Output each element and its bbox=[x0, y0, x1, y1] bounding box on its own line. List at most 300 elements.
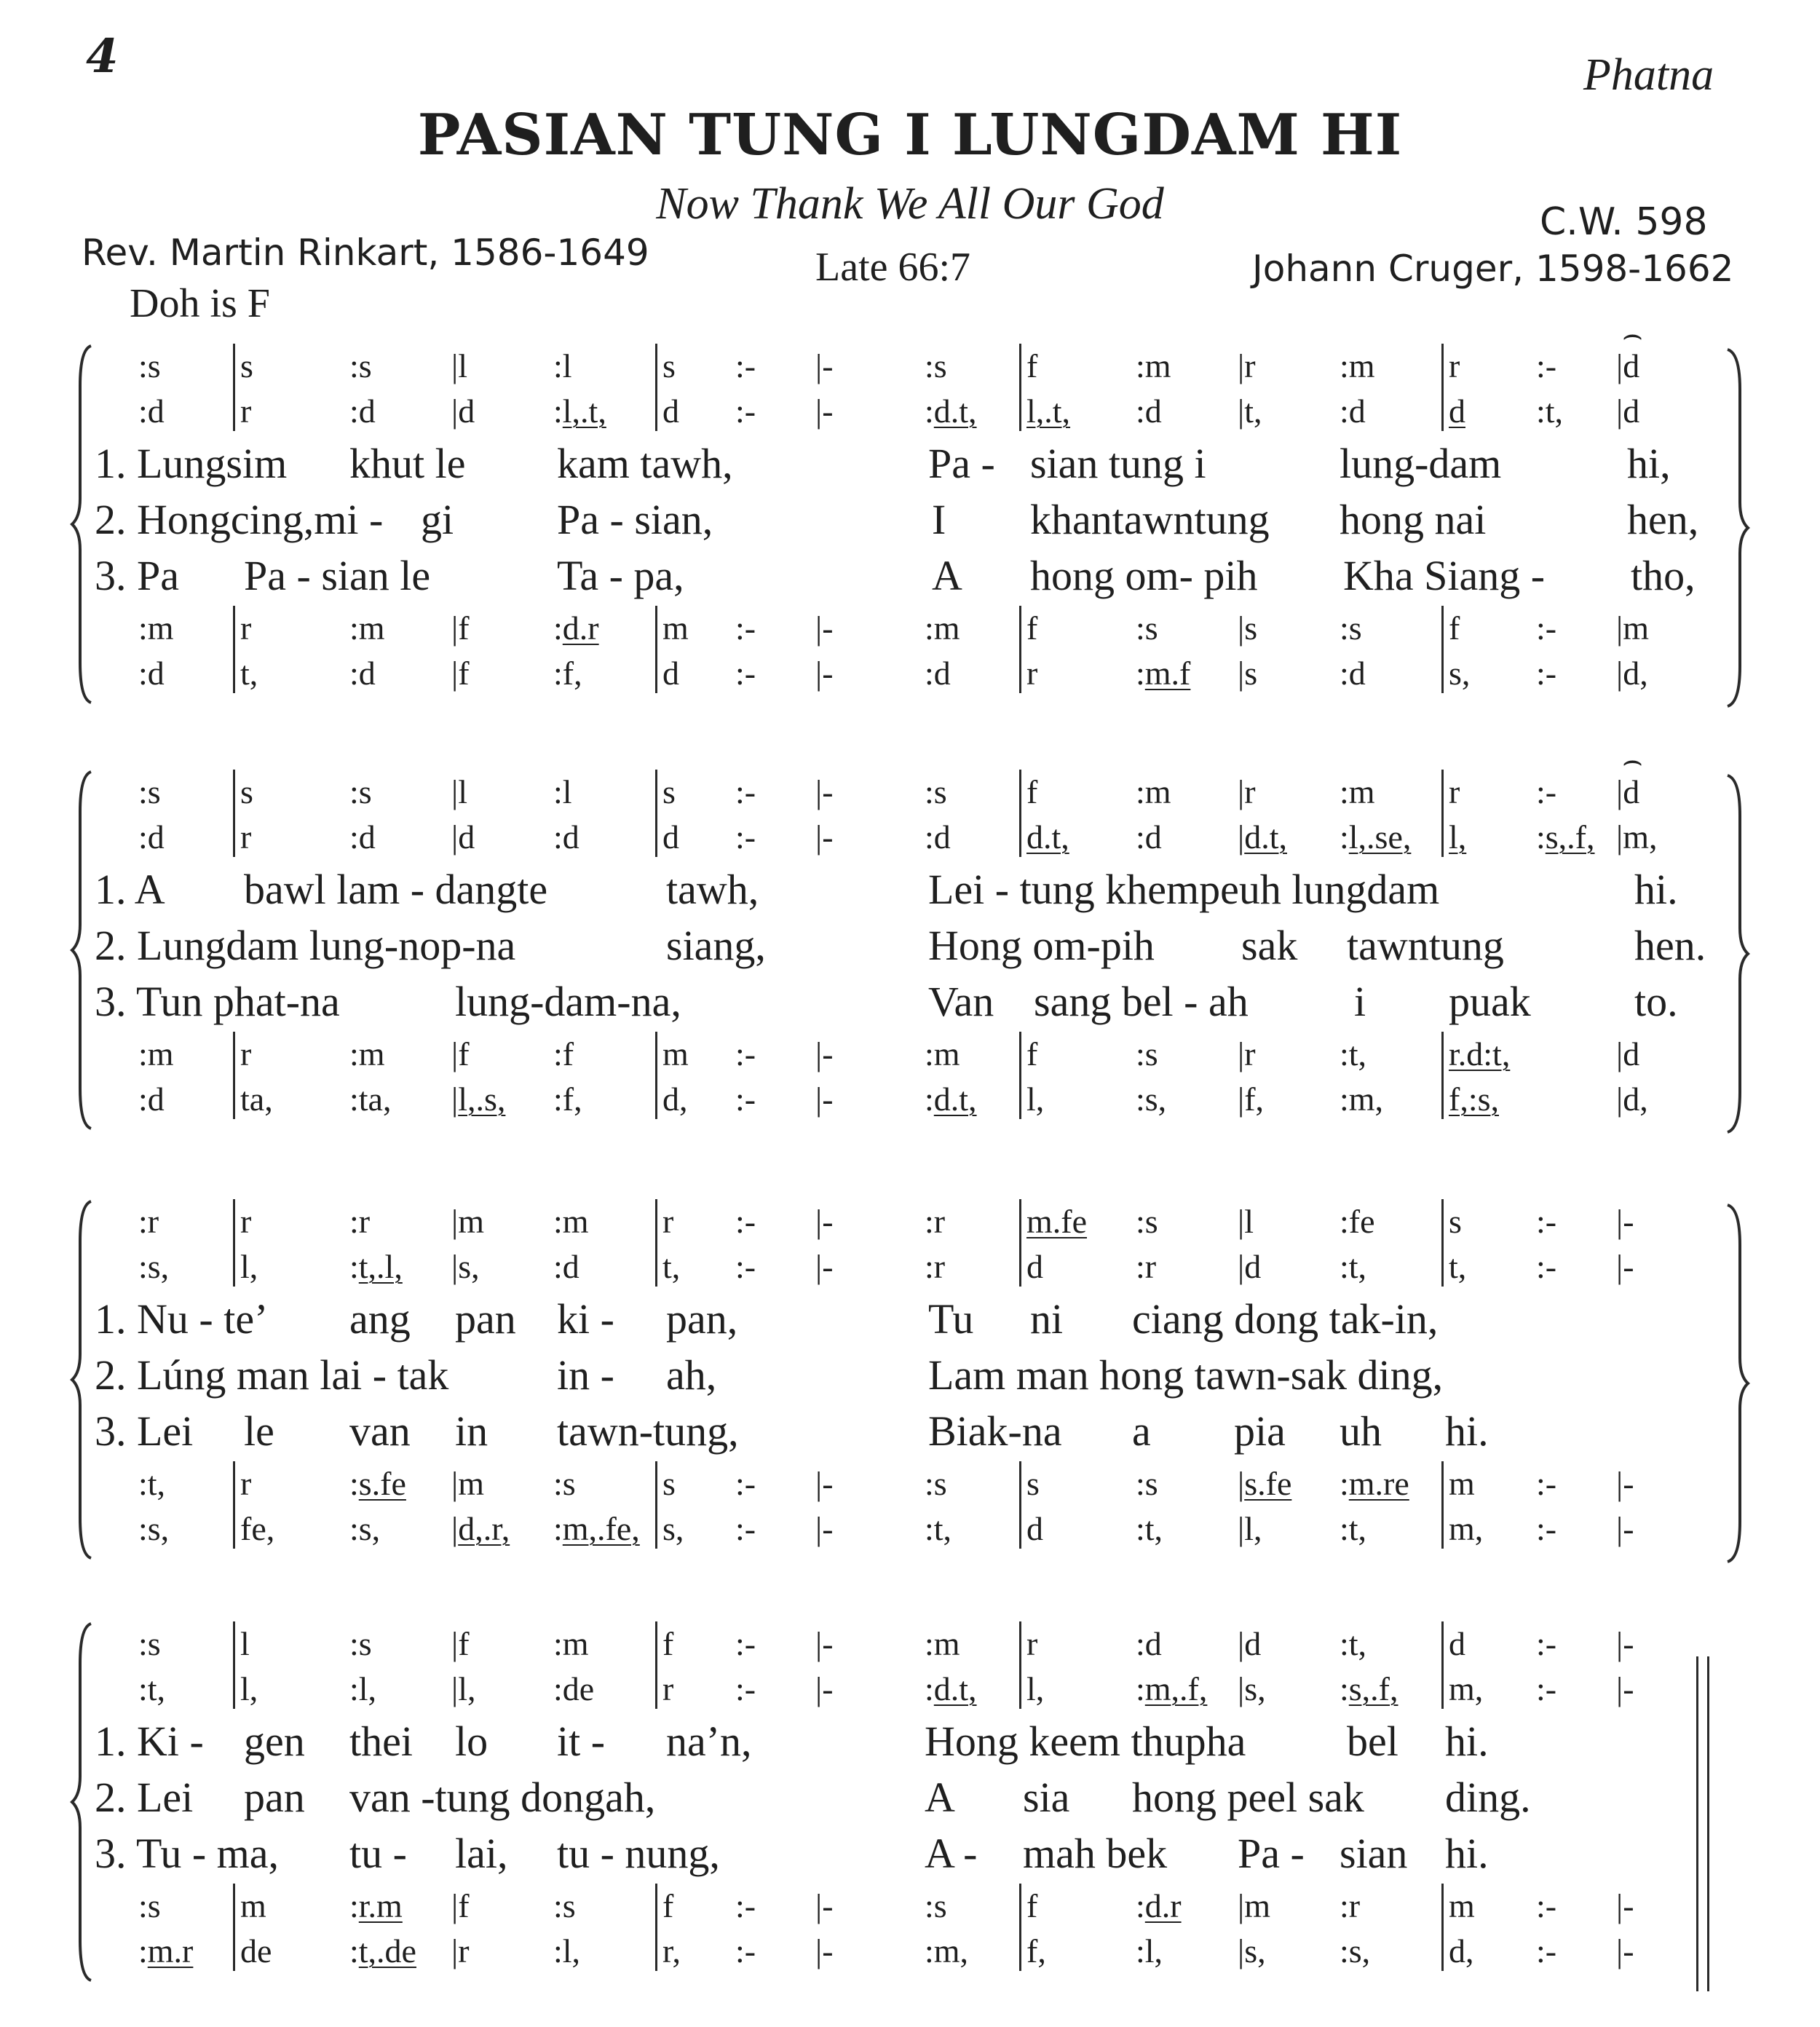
barline bbox=[233, 1621, 235, 1709]
bass-note: :d bbox=[925, 655, 951, 692]
bass-note: :d bbox=[1340, 655, 1366, 692]
alto-note: r bbox=[240, 818, 252, 856]
barline bbox=[1441, 1199, 1444, 1287]
soprano-note: :s bbox=[925, 347, 947, 384]
tenor-note: :t, bbox=[1340, 1035, 1367, 1072]
bass-note: |d, bbox=[1616, 655, 1648, 692]
verse-3-lyric: pia bbox=[1234, 1407, 1286, 1455]
verse-3-lyric: a bbox=[1132, 1407, 1151, 1455]
barline bbox=[233, 1199, 235, 1287]
reference-code: C.W. 598 bbox=[1540, 200, 1708, 244]
left-brace-icon bbox=[69, 1620, 98, 1984]
tenor-note: :s bbox=[1340, 609, 1362, 647]
verse-3-lyric: 3. Tun phat-na bbox=[95, 978, 340, 1025]
bass-note: :- bbox=[735, 655, 756, 692]
alto-note: :d bbox=[925, 818, 951, 856]
tenor-note: |- bbox=[1616, 1465, 1634, 1502]
alto-note: |d bbox=[451, 392, 475, 430]
alto-note: :l, bbox=[349, 1670, 377, 1707]
verse-2-lyric: hen, bbox=[1627, 496, 1699, 543]
verse-3-lyric: lung-dam-na, bbox=[455, 978, 681, 1025]
barline bbox=[233, 770, 235, 857]
bass-note: d bbox=[662, 655, 679, 692]
alto-note: :m,.f, bbox=[1136, 1670, 1208, 1707]
bass-note: :- bbox=[1536, 655, 1557, 692]
hymn-subtitle: Now Thank We All Our God bbox=[656, 179, 1164, 229]
alto-note: :t, bbox=[1536, 392, 1564, 430]
alto-note: :- bbox=[1536, 1248, 1557, 1285]
verse-3-lyric: hong om- pih bbox=[1030, 552, 1258, 599]
tenor-note: r bbox=[240, 609, 252, 647]
alto-note: l, bbox=[1449, 818, 1467, 856]
verse-3-lyric: 3. Pa bbox=[95, 552, 179, 599]
bass-note: :s, bbox=[138, 1510, 170, 1547]
verse-1-lyric: thei bbox=[349, 1718, 413, 1765]
soprano-note: :- bbox=[1536, 1625, 1557, 1662]
tenor-note: :m bbox=[925, 609, 960, 647]
alto-note: :- bbox=[735, 1248, 756, 1285]
verse-3-lyric: Pa - sian le bbox=[244, 552, 431, 599]
tenor-note: :- bbox=[1536, 1465, 1557, 1502]
verse-1-lyric: ciang dong tak-in, bbox=[1132, 1295, 1439, 1343]
alto-note: |d bbox=[1238, 1248, 1262, 1285]
tenor-note: r bbox=[240, 1035, 252, 1072]
bass-note: s, bbox=[1449, 655, 1471, 692]
tenor-note: f bbox=[1026, 609, 1038, 647]
key-signature: Doh is F bbox=[130, 281, 270, 326]
soprano-note: s bbox=[662, 347, 676, 384]
verse-3-lyric: Van bbox=[928, 978, 994, 1025]
soprano-note: m.fe bbox=[1026, 1203, 1088, 1240]
bass-note: :m.f bbox=[1136, 655, 1191, 692]
tenor-note: :- bbox=[735, 1465, 756, 1502]
tenor-note: :s bbox=[1136, 609, 1158, 647]
soprano-note: r bbox=[1449, 773, 1460, 810]
barline bbox=[233, 1032, 235, 1119]
soprano-note: |m bbox=[451, 1203, 484, 1240]
verse-1-lyric: na’n, bbox=[666, 1718, 752, 1765]
bass-note: :f, bbox=[553, 655, 582, 692]
verse-2-lyric: hong nai bbox=[1340, 496, 1487, 543]
soprano-note: :- bbox=[1536, 773, 1557, 810]
verse-3-lyric: Kha Siang - bbox=[1343, 552, 1546, 599]
soprano-note: |- bbox=[815, 347, 834, 384]
barline bbox=[655, 606, 657, 693]
verse-3-lyric: le bbox=[244, 1407, 274, 1455]
tenor-note: :s bbox=[138, 1887, 161, 1924]
soprano-note: f bbox=[1026, 773, 1038, 810]
verse-1-lyric: Tu bbox=[928, 1295, 974, 1343]
bass-note: :l, bbox=[553, 1932, 581, 1969]
soprano-note: |d bbox=[1616, 773, 1640, 810]
verse-1-lyric: gen bbox=[244, 1718, 305, 1765]
tenor-note: r.d:t, bbox=[1449, 1035, 1511, 1072]
system-4 bbox=[0, 1627, 1820, 1991]
verse-1-lyric: ki - bbox=[557, 1295, 614, 1343]
bass-note: :m, bbox=[1340, 1080, 1384, 1118]
tenor-note: :s.fe bbox=[349, 1465, 406, 1502]
verse-1-lyric: bawl lam - dangte bbox=[244, 866, 548, 913]
tenor-note: :s bbox=[1136, 1035, 1158, 1072]
tenor-note: |f bbox=[451, 609, 470, 647]
verse-2-lyric: siang, bbox=[666, 922, 766, 969]
verse-3-lyric: Biak-na bbox=[928, 1407, 1062, 1455]
soprano-note: |d bbox=[1616, 347, 1640, 384]
barline bbox=[655, 344, 657, 431]
verse-3-lyric: hi. bbox=[1445, 1830, 1489, 1877]
verse-3-lyric: sang bel - ah bbox=[1034, 978, 1249, 1025]
soprano-note: :s bbox=[138, 1625, 161, 1662]
soprano-note: s bbox=[240, 347, 253, 384]
final-barline bbox=[1696, 1656, 1698, 1991]
bass-note: :d bbox=[138, 655, 165, 692]
verse-1-lyric: 1. Lungsim bbox=[95, 440, 288, 487]
left-brace-icon bbox=[69, 342, 98, 706]
soprano-note: :s bbox=[925, 773, 947, 810]
hymn-title: PASIAN TUNG I LUNGDAM HI bbox=[417, 102, 1403, 168]
bass-note: |l, bbox=[1238, 1510, 1262, 1547]
verse-2-lyric: van -tung dongah, bbox=[349, 1774, 656, 1821]
soprano-note: :m bbox=[553, 1203, 589, 1240]
alto-note: d.t, bbox=[1026, 818, 1069, 856]
barline bbox=[1441, 770, 1444, 857]
barline bbox=[1019, 1032, 1021, 1119]
verse-1-lyric: kam tawh, bbox=[557, 440, 733, 487]
tenor-note: |f bbox=[451, 1035, 470, 1072]
alto-note: :t,.l, bbox=[349, 1248, 403, 1285]
verse-1-lyric: pan bbox=[455, 1295, 516, 1343]
soprano-note: :m bbox=[925, 1625, 960, 1662]
bass-note: ta, bbox=[240, 1080, 273, 1118]
soprano-note: :l bbox=[553, 347, 572, 384]
tenor-note: |d bbox=[1616, 1035, 1640, 1072]
tenor-note: |- bbox=[815, 609, 834, 647]
verse-1-lyric: 1. Ki - bbox=[95, 1718, 204, 1765]
tenor-note: |m bbox=[1616, 609, 1649, 647]
alto-note: l,.t, bbox=[1026, 392, 1071, 430]
alto-note: |d.t, bbox=[1238, 818, 1287, 856]
verse-3-lyric: A - bbox=[925, 1830, 978, 1877]
verse-3-lyric: puak bbox=[1449, 978, 1531, 1025]
soprano-note: |l bbox=[451, 347, 467, 384]
bass-note: :ta, bbox=[349, 1080, 392, 1118]
verse-1-lyric: lung-dam bbox=[1340, 440, 1502, 487]
barline bbox=[655, 1884, 657, 1971]
alto-note: :r bbox=[925, 1248, 946, 1285]
barline bbox=[1019, 1461, 1021, 1549]
verse-1-lyric: Lei - tung khempeuh lungdam bbox=[928, 866, 1440, 913]
soprano-note: |- bbox=[815, 1625, 834, 1662]
soprano-note: :r bbox=[349, 1203, 371, 1240]
verse-1-lyric: hi. bbox=[1634, 866, 1678, 913]
verse-2-lyric: khantawntung bbox=[1030, 496, 1270, 543]
bass-note: |- bbox=[815, 655, 834, 692]
tenor-note: :f bbox=[553, 1035, 574, 1072]
bass-note: fe, bbox=[240, 1510, 275, 1547]
alto-note: |- bbox=[815, 1248, 834, 1285]
tenor-note: |- bbox=[1616, 1887, 1634, 1924]
tenor-note: m bbox=[662, 1035, 689, 1072]
alto-note: :d bbox=[553, 1248, 579, 1285]
alto-note: |d bbox=[1616, 392, 1640, 430]
soprano-note: s bbox=[240, 773, 253, 810]
soprano-note: :- bbox=[735, 347, 756, 384]
verse-2-lyric: I bbox=[932, 496, 946, 543]
alto-note: :t, bbox=[138, 1670, 166, 1707]
verse-2-lyric: pan bbox=[244, 1774, 305, 1821]
verse-3-lyric: Ta - pa, bbox=[557, 552, 684, 599]
tenor-note: f bbox=[662, 1887, 674, 1924]
verse-1-lyric: 1. Nu - te’ bbox=[95, 1295, 269, 1343]
soprano-note: :s bbox=[1136, 1203, 1158, 1240]
verse-1-lyric: lo bbox=[455, 1718, 488, 1765]
soprano-note: :m bbox=[1340, 347, 1375, 384]
alto-note: r bbox=[240, 392, 252, 430]
alto-note: |t, bbox=[1238, 392, 1262, 430]
barline bbox=[1019, 606, 1021, 693]
soprano-note: |r bbox=[1238, 347, 1256, 384]
soprano-note: |r bbox=[1238, 773, 1256, 810]
bass-note: :d bbox=[349, 655, 376, 692]
verse-1-lyric: sian tung i bbox=[1030, 440, 1206, 487]
verse-2-lyric: sia bbox=[1023, 1774, 1070, 1821]
alto-note: l, bbox=[240, 1248, 258, 1285]
alto-note: :- bbox=[735, 818, 756, 856]
system-2 bbox=[0, 743, 1820, 1139]
barline bbox=[655, 770, 657, 857]
tenor-note: :d.r bbox=[553, 609, 599, 647]
barline bbox=[1441, 1621, 1444, 1709]
tenor-note: :r bbox=[1340, 1887, 1361, 1924]
soprano-note: :s bbox=[138, 773, 161, 810]
alto-note: :d bbox=[349, 818, 376, 856]
bass-note: :- bbox=[1536, 1510, 1557, 1547]
soprano-note: |- bbox=[815, 773, 834, 810]
verse-3-lyric: tu - bbox=[349, 1830, 407, 1877]
bass-note: :- bbox=[735, 1080, 756, 1118]
bass-note: s, bbox=[662, 1510, 684, 1547]
alto-note: :d bbox=[138, 392, 165, 430]
right-brace-icon bbox=[1722, 772, 1751, 1136]
alto-note: t, bbox=[1449, 1248, 1467, 1285]
alto-note: :- bbox=[735, 392, 756, 430]
verse-1-lyric: khut le bbox=[349, 440, 466, 487]
verse-3-lyric: tu - nung, bbox=[557, 1830, 720, 1877]
composer-credit: Johann Cruger, 1598-1662 bbox=[1252, 248, 1734, 290]
verse-3-lyric: i bbox=[1354, 978, 1366, 1025]
alto-note: |d bbox=[451, 818, 475, 856]
soprano-note: :- bbox=[1536, 1203, 1557, 1240]
tenor-note: m bbox=[1449, 1887, 1475, 1924]
tenor-note: |m bbox=[451, 1465, 484, 1502]
verse-1-lyric: it - bbox=[557, 1718, 606, 1765]
bass-note: f,:s, bbox=[1449, 1080, 1499, 1118]
system-3 bbox=[0, 1205, 1820, 1569]
bass-note: |s bbox=[1238, 655, 1258, 692]
tenor-note: s bbox=[1026, 1465, 1040, 1502]
left-brace-icon bbox=[69, 768, 98, 1132]
alto-note: l, bbox=[240, 1670, 258, 1707]
bass-note: :m.r bbox=[138, 1932, 194, 1969]
bass-note: :m,.fe, bbox=[553, 1510, 640, 1547]
alto-note: |m, bbox=[1616, 818, 1658, 856]
verse-1-lyric: ni bbox=[1030, 1295, 1064, 1343]
barline bbox=[233, 1461, 235, 1549]
verse-2-lyric: ah, bbox=[666, 1351, 717, 1399]
barline bbox=[1019, 770, 1021, 857]
bass-note: :t, bbox=[1136, 1510, 1163, 1547]
soprano-note: :s bbox=[349, 1625, 372, 1662]
soprano-note: :m bbox=[1340, 773, 1375, 810]
verse-2-lyric: Pa - sian, bbox=[557, 496, 713, 543]
verse-2-lyric: 2. Lúng man lai - tak bbox=[95, 1351, 449, 1399]
tenor-note: |- bbox=[815, 1887, 834, 1924]
alto-note: t, bbox=[662, 1248, 681, 1285]
alto-note: d bbox=[1026, 1248, 1043, 1285]
alto-note: d bbox=[662, 818, 679, 856]
bass-note: d, bbox=[662, 1080, 688, 1118]
barline bbox=[655, 1032, 657, 1119]
bass-note: d, bbox=[1449, 1932, 1474, 1969]
barline bbox=[233, 606, 235, 693]
tenor-note: :- bbox=[735, 1035, 756, 1072]
soprano-note: s bbox=[662, 773, 676, 810]
bass-note: :s, bbox=[1136, 1080, 1167, 1118]
tenor-note: m bbox=[1449, 1465, 1475, 1502]
verse-2-lyric: 2. Hongcing,mi - bbox=[95, 496, 384, 543]
soprano-note: r bbox=[662, 1203, 674, 1240]
bass-note: :t,.de bbox=[349, 1932, 416, 1969]
bass-note: |s, bbox=[1238, 1932, 1266, 1969]
soprano-note: d bbox=[1449, 1625, 1465, 1662]
verse-2-lyric: A bbox=[925, 1774, 955, 1821]
verse-3-lyric: tawn-tung, bbox=[557, 1407, 739, 1455]
soprano-note: |- bbox=[1616, 1625, 1634, 1662]
bass-note: |- bbox=[815, 1510, 834, 1547]
fermata-icon: ⌢ bbox=[1622, 743, 1643, 778]
alto-note: d bbox=[1449, 392, 1465, 430]
alto-note: :d bbox=[553, 818, 579, 856]
bass-note: r, bbox=[662, 1932, 681, 1969]
soprano-note: :- bbox=[735, 773, 756, 810]
verse-1-lyric: 1. A bbox=[95, 866, 165, 913]
barline bbox=[655, 1199, 657, 1287]
verse-2-lyric: Lam man hong tawn-sak ding, bbox=[928, 1351, 1444, 1399]
bass-note: t, bbox=[240, 655, 258, 692]
barline bbox=[233, 344, 235, 431]
bass-note: :t, bbox=[925, 1510, 952, 1547]
bass-note: |- bbox=[1616, 1932, 1634, 1969]
tenor-note: :s bbox=[553, 1465, 576, 1502]
soprano-note: r bbox=[240, 1203, 252, 1240]
verse-1-lyric: Pa - bbox=[928, 440, 995, 487]
alto-note: l, bbox=[1026, 1670, 1045, 1707]
tenor-note: :s bbox=[1136, 1465, 1158, 1502]
verse-1-lyric: hi, bbox=[1627, 440, 1671, 487]
verse-3-lyric: 3. Tu - ma, bbox=[95, 1830, 280, 1877]
bass-note: :d bbox=[138, 1080, 165, 1118]
alto-note: |- bbox=[1616, 1670, 1634, 1707]
tenor-note: :m bbox=[138, 609, 174, 647]
bass-note: :s, bbox=[349, 1510, 381, 1547]
alto-note: :de bbox=[553, 1670, 595, 1707]
bass-note: m, bbox=[1449, 1510, 1484, 1547]
alto-note: :t, bbox=[1340, 1248, 1367, 1285]
soprano-note: |d bbox=[1238, 1625, 1262, 1662]
alto-note: :l,.t, bbox=[553, 392, 606, 430]
tenor-note: :- bbox=[1536, 609, 1557, 647]
verse-2-lyric: ding. bbox=[1445, 1774, 1531, 1821]
soprano-note: :r bbox=[925, 1203, 946, 1240]
soprano-note: :m bbox=[553, 1625, 589, 1662]
verse-2-lyric: Hong om-pih bbox=[928, 922, 1155, 969]
tenor-note: :- bbox=[1536, 1887, 1557, 1924]
right-brace-icon bbox=[1722, 346, 1751, 710]
tenor-note: |r bbox=[1238, 1035, 1256, 1072]
fermata-icon: ⌢ bbox=[1622, 317, 1643, 352]
barline bbox=[1441, 1884, 1444, 1971]
alto-note: |l, bbox=[451, 1670, 476, 1707]
alto-note: :d bbox=[1136, 818, 1162, 856]
alto-note: :s,.f, bbox=[1340, 1670, 1398, 1707]
soprano-note: |- bbox=[815, 1203, 834, 1240]
bass-note: :- bbox=[1536, 1932, 1557, 1969]
soprano-note: :s bbox=[138, 347, 161, 384]
tenor-note: :- bbox=[735, 609, 756, 647]
alto-note: :d bbox=[349, 392, 376, 430]
alto-note: :d bbox=[1136, 392, 1162, 430]
barline bbox=[1019, 344, 1021, 431]
alto-note: :- bbox=[735, 1670, 756, 1707]
verse-1-lyric: pan, bbox=[666, 1295, 738, 1343]
barline bbox=[1019, 1199, 1021, 1287]
scripture-reference: Late 66:7 bbox=[815, 245, 971, 290]
verse-2-lyric: in - bbox=[557, 1351, 614, 1399]
bass-note: :t, bbox=[1340, 1510, 1367, 1547]
verse-1-lyric: hi. bbox=[1445, 1718, 1489, 1765]
soprano-note: l bbox=[240, 1625, 250, 1662]
alto-note: |- bbox=[815, 818, 834, 856]
alto-note: :s, bbox=[138, 1248, 170, 1285]
soprano-note: f bbox=[1026, 347, 1038, 384]
tenor-note: :m bbox=[138, 1035, 174, 1072]
verse-2-lyric: hong peel sak bbox=[1132, 1774, 1364, 1821]
soprano-note: |l bbox=[451, 773, 467, 810]
alto-note: |- bbox=[815, 1670, 834, 1707]
soprano-note: |l bbox=[1238, 1203, 1254, 1240]
tenor-note: f bbox=[1026, 1035, 1038, 1072]
bass-note: |r bbox=[451, 1932, 470, 1969]
soprano-note: f bbox=[662, 1625, 674, 1662]
barline bbox=[1441, 344, 1444, 431]
bass-note: |- bbox=[1616, 1510, 1634, 1547]
verse-3-lyric: A bbox=[932, 552, 962, 599]
verse-1-lyric: bel bbox=[1347, 1718, 1398, 1765]
bass-note: :f, bbox=[553, 1080, 582, 1118]
soprano-note: |f bbox=[451, 1625, 470, 1662]
bass-note: l, bbox=[1026, 1080, 1045, 1118]
alto-note: |- bbox=[815, 392, 834, 430]
soprano-note: :r bbox=[138, 1203, 159, 1240]
verse-3-lyric: 3. Lei bbox=[95, 1407, 194, 1455]
barline bbox=[1019, 1621, 1021, 1709]
alto-note: :l,.se, bbox=[1340, 818, 1412, 856]
bass-note: |- bbox=[815, 1080, 834, 1118]
tenor-note: m bbox=[662, 609, 689, 647]
barline bbox=[233, 1884, 235, 1971]
bass-note: :- bbox=[735, 1932, 756, 1969]
bass-note: :- bbox=[735, 1510, 756, 1547]
